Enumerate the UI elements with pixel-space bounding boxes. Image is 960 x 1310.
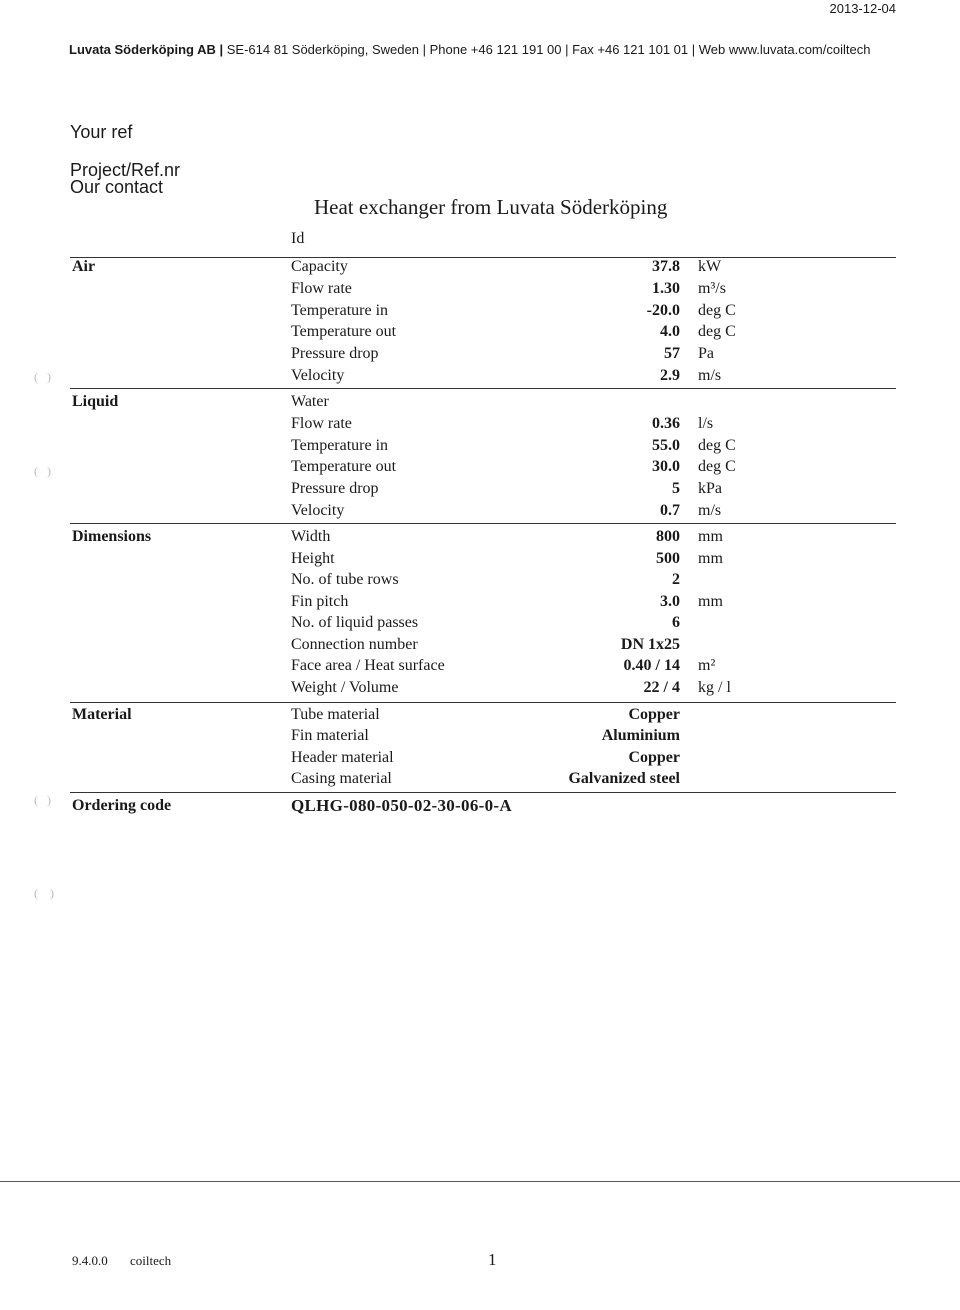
air-label: Temperature out — [291, 323, 397, 340]
liquid-value: 55.0 — [652, 437, 680, 454]
company-header — [69, 42, 870, 57]
dimension-value: DN 1x25 — [620, 636, 680, 653]
liquid-fluid: Water — [291, 393, 329, 410]
dimension-label: Connection number — [291, 636, 418, 653]
dimension-label: Width — [291, 528, 331, 545]
page-number: 1 — [488, 1250, 497, 1269]
dimension-label: Weight / Volume — [291, 679, 399, 696]
liquid-label: Velocity — [291, 502, 345, 519]
air-label: Velocity — [291, 367, 345, 384]
document-date: 2013-12-04 — [829, 1, 896, 16]
material-value: Copper — [628, 706, 680, 723]
dimension-value: 0.40 / 14 — [623, 657, 680, 674]
air-value: 4.0 — [660, 323, 680, 340]
air-value: -20.0 — [646, 302, 680, 319]
air-unit: deg C — [698, 323, 736, 340]
dimension-unit: kg / l — [698, 679, 731, 696]
air-label: Temperature in — [291, 302, 389, 319]
air-unit: m/s — [698, 367, 722, 384]
air-unit: m³/s — [698, 280, 726, 297]
air-label: Flow rate — [291, 280, 352, 297]
liquid-label: Flow rate — [291, 415, 352, 432]
liquid-value: 5 — [672, 480, 680, 497]
material-value: Copper — [628, 749, 680, 766]
air-value: 1.30 — [652, 280, 680, 297]
liquid-label: Pressure drop — [291, 480, 379, 497]
dimension-label: Fin pitch — [291, 593, 349, 610]
section-ordering-code: Ordering code — [72, 797, 172, 814]
liquid-value: 30.0 — [652, 458, 680, 475]
air-value: 57 — [664, 345, 680, 362]
dimension-label: No. of liquid passes — [291, 614, 419, 631]
liquid-value: 0.7 — [660, 502, 680, 519]
dimension-unit: mm — [698, 593, 723, 610]
material-value: Aluminium — [601, 727, 680, 744]
liquid-value: 0.36 — [652, 415, 680, 432]
footer-divider — [0, 1181, 960, 1182]
liquid-unit: deg C — [698, 458, 736, 475]
company-name: Luvata Söderköping AB | — [69, 42, 224, 57]
footer-version: 9.4.0.0 — [72, 1253, 108, 1268]
divider-material — [70, 792, 896, 793]
divider-air — [70, 388, 896, 389]
scan-mark: ( ) — [34, 464, 51, 478]
section-dimensions: Dimensions — [72, 528, 152, 545]
material-label: Fin material — [291, 727, 369, 744]
air-label: Capacity — [291, 258, 348, 275]
air-label: Pressure drop — [291, 345, 379, 362]
material-label: Casing material — [291, 770, 392, 787]
dimension-value: 2 — [672, 571, 680, 588]
liquid-unit: l/s — [698, 415, 714, 432]
dimension-value: 6 — [672, 614, 680, 631]
dimension-unit: m² — [698, 657, 716, 674]
company-details: SE-614 81 Söderköping, Sweden | Phone +46 121 191 00 | Fax +46 121 101 01 | Web www.luvata.com/coiltech — [223, 42, 871, 57]
air-unit: kW — [698, 258, 722, 275]
project-ref-label: Project/Ref.nr — [70, 160, 181, 180]
air-value: 37.8 — [652, 258, 680, 275]
dimension-label: Face area / Heat surface — [291, 657, 445, 674]
air-unit: Pa — [698, 345, 714, 362]
dimension-label: No. of tube rows — [291, 571, 399, 588]
ordering-code-value: QLHG-080-050-02-30-06-0-A — [291, 796, 512, 815]
dimension-unit: mm — [698, 528, 723, 545]
our-contact-label: Our contact — [70, 177, 164, 197]
liquid-unit: kPa — [698, 480, 722, 497]
air-value: 2.9 — [660, 367, 680, 384]
dimension-label: Height — [291, 550, 335, 567]
liquid-unit: m/s — [698, 502, 722, 519]
material-value: Galvanized steel — [568, 770, 680, 787]
id-label: Id — [291, 230, 305, 247]
dimension-value: 22 / 4 — [643, 679, 680, 696]
dimension-value: 500 — [656, 550, 680, 567]
dimension-value: 3.0 — [660, 593, 680, 610]
air-unit: deg C — [698, 302, 736, 319]
liquid-unit: deg C — [698, 437, 736, 454]
liquid-label: Temperature in — [291, 437, 389, 454]
divider-liquid — [70, 523, 896, 524]
divider-dimensions — [70, 702, 896, 703]
section-material: Material — [72, 706, 132, 723]
dimension-value: 800 — [656, 528, 680, 545]
liquid-label: Temperature out — [291, 458, 397, 475]
dimension-unit: mm — [698, 550, 723, 567]
footer-app-name: coiltech — [130, 1253, 172, 1268]
material-label: Header material — [291, 749, 394, 766]
scan-mark: ( ) — [34, 793, 51, 807]
divider-top — [70, 257, 896, 258]
scan-mark: ( ) — [34, 886, 54, 900]
section-liquid: Liquid — [72, 393, 119, 410]
document-title: Heat exchanger from Luvata Söderköping — [314, 195, 668, 219]
section-air: Air — [72, 258, 96, 275]
your-ref-label: Your ref — [70, 122, 133, 142]
scan-mark: ( ) — [34, 370, 51, 384]
material-label: Tube material — [291, 706, 380, 723]
